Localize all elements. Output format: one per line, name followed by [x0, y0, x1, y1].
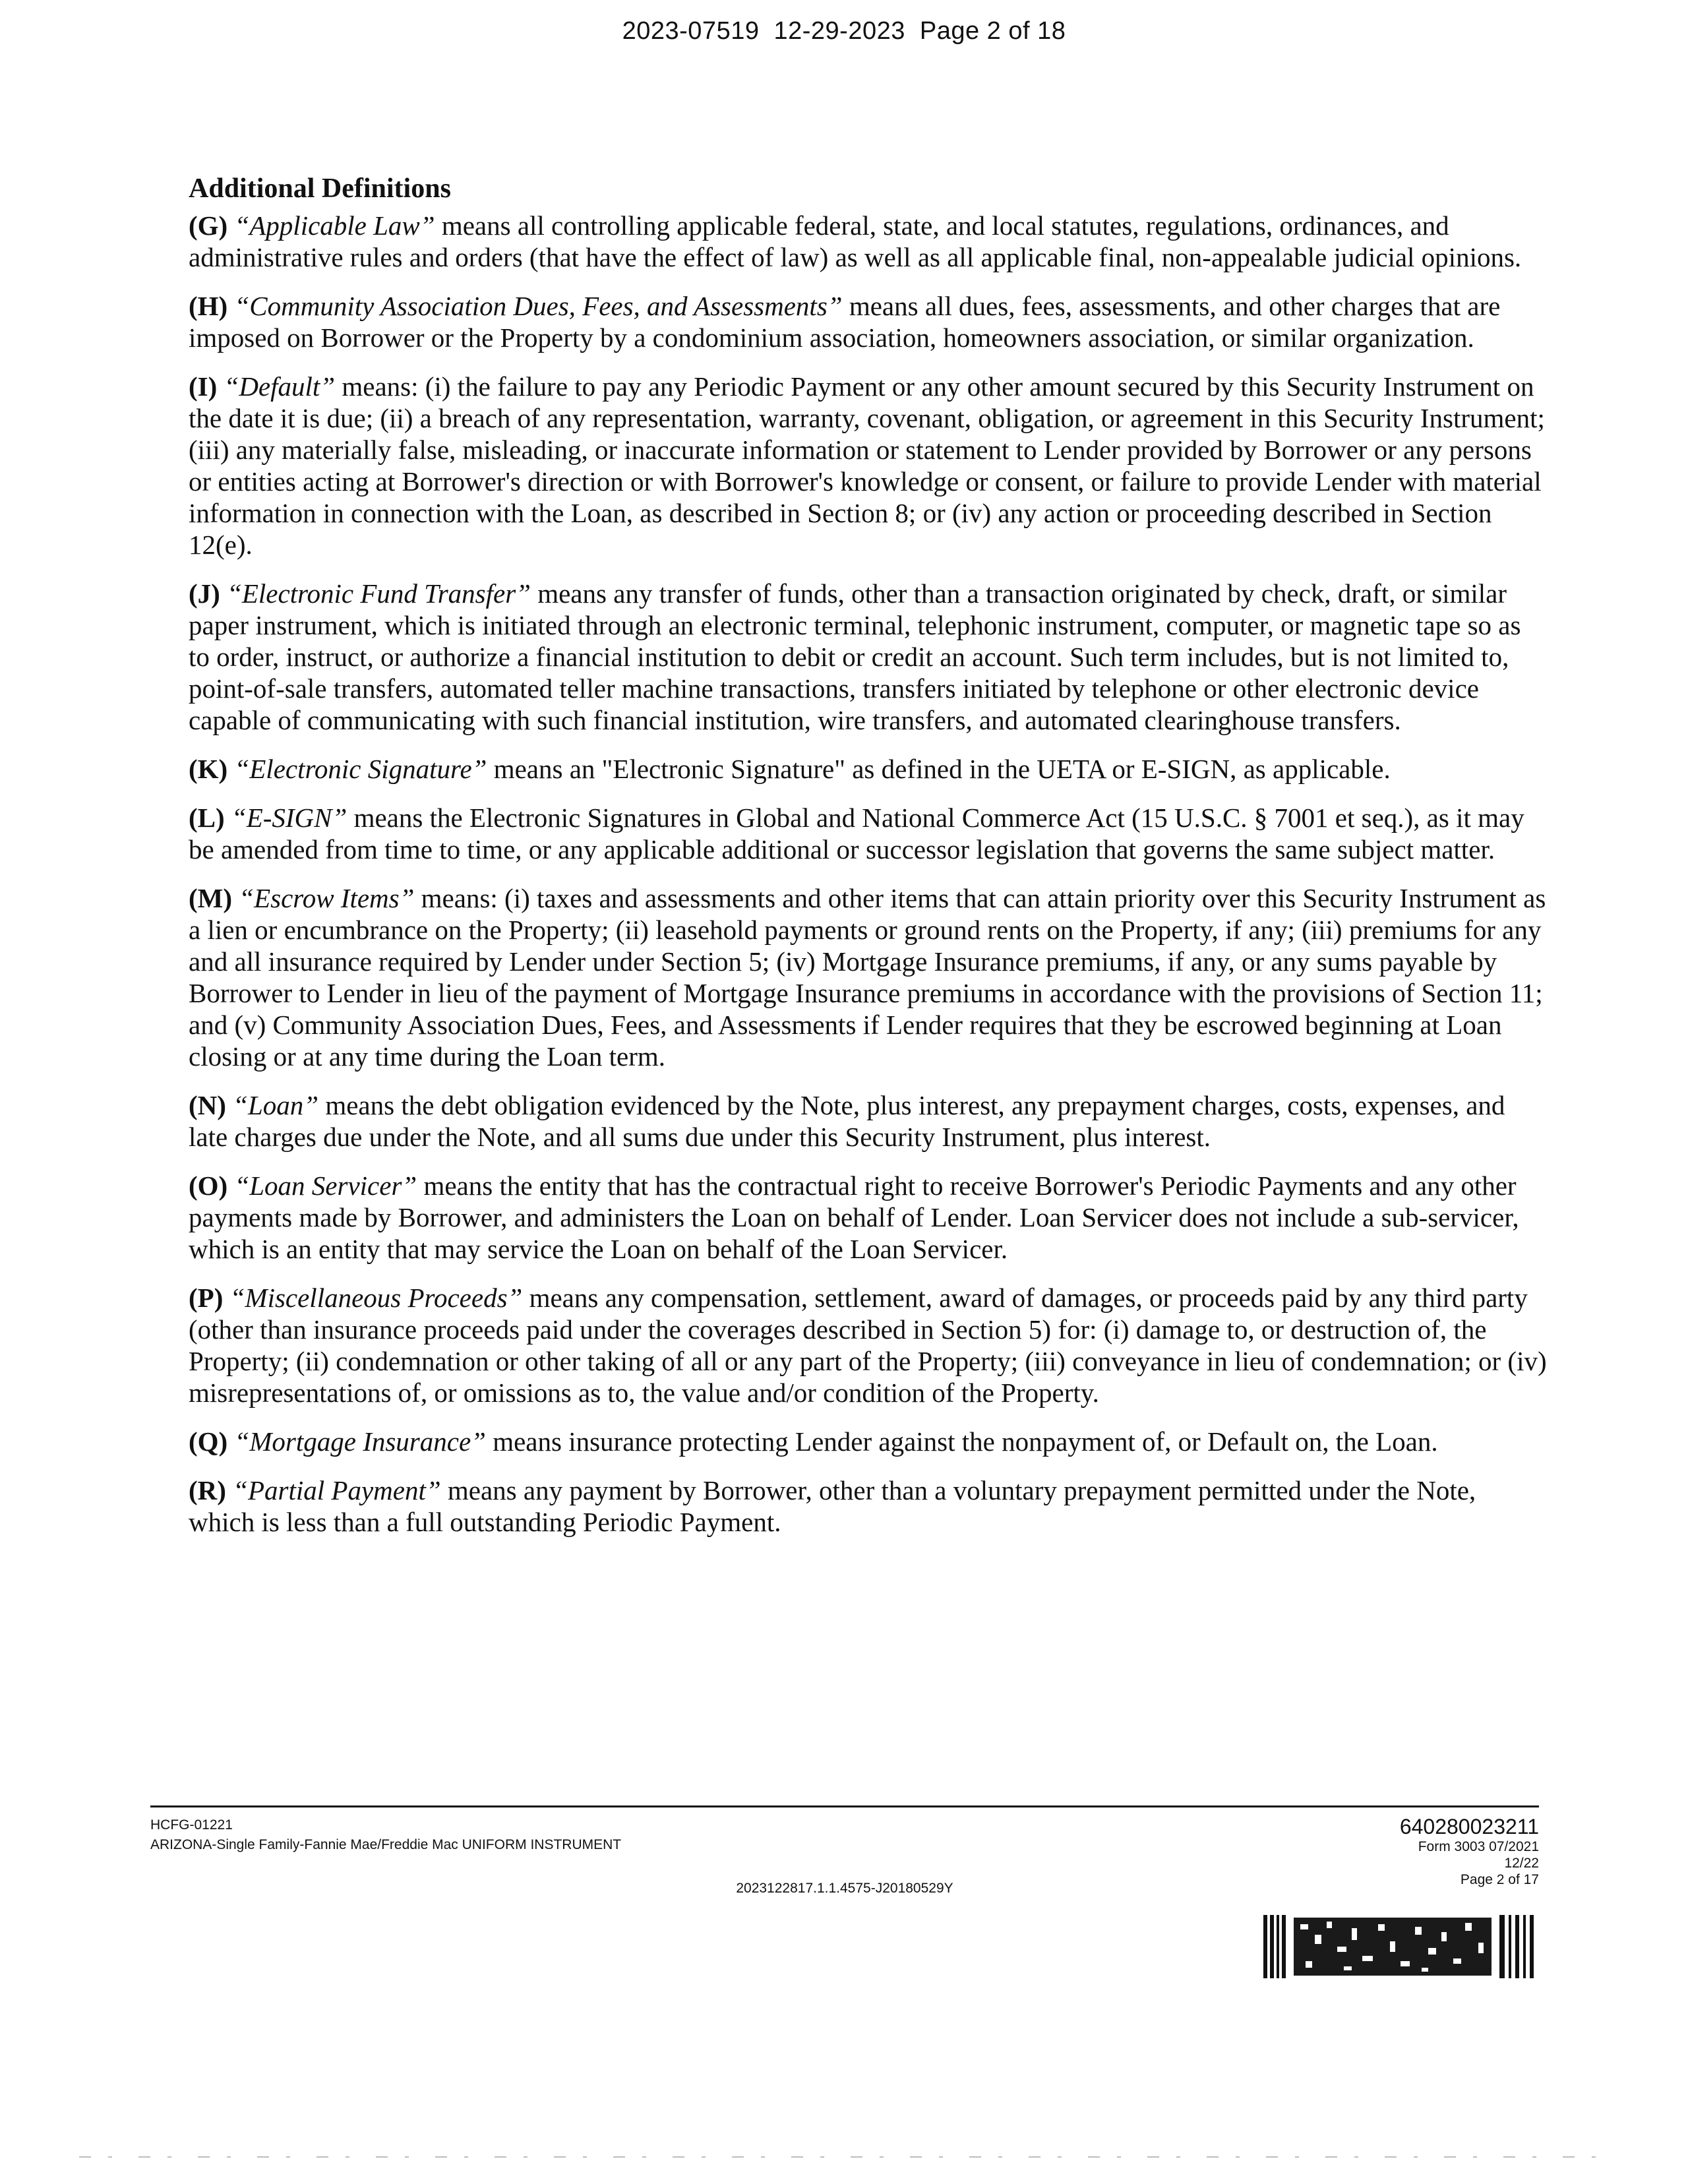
form-revision: 12/22 [1504, 1856, 1539, 1871]
loan-number: 640280023211 [1399, 1815, 1539, 1838]
definition-community-association-dues: (H) “Community Association Dues, Fees, and Assessments” means all dues, fees, assessments, and other charges that are imposed on Borrower or the Property by a condominium association, homeowners association, or similar organization. [189, 291, 1501, 353]
footer-document-id: 2023122817.1.1.4575-J20180529Y [736, 1881, 953, 1896]
definition-applicable-law: (G) “Applicable Law” means all controlling applicable federal, state, and local statutes, regulations, ordinances, and administrative rules and orders (that have the effect of law) as well as all applicable final, non-appealable judicial opinions. [189, 210, 1522, 272]
definition-partial-payment: (R) “Partial Payment” means any payment by Borrower, other than a voluntary prepayment permitted under the Note, which is less than a full outstanding Periodic Payment. [189, 1475, 1476, 1537]
section-title: Additional Definitions [189, 173, 451, 204]
footer-page-number: Page 2 of 17 [1460, 1872, 1539, 1887]
scan-artifact-line [79, 2155, 1609, 2159]
footer-form-id: HCFG-01221 [150, 1817, 233, 1833]
footer-instrument-title: ARIZONA-Single Family-Fannie Mae/Freddie Mac UNIFORM INSTRUMENT [150, 1837, 622, 1852]
definition-mortgage-insurance: (Q) “Mortgage Insurance” means insurance protecting Lender against the nonpayment of, or Default on, the Loan. [189, 1426, 1438, 1457]
form-number: Form 3003 07/2021 [1418, 1839, 1539, 1854]
definition-loan-servicer: (O) “Loan Servicer” means the entity that has the contractual right to receive Borrower's Periodic Payments and any other payments made by Borrower, and administers the Loan on behalf of Lender. Loan Servicer does not include a sub-servicer, which is an entity that may service the Loan on behalf of the Loan Servicer. [189, 1170, 1519, 1264]
recording-header [0, 17, 1688, 46]
definition-e-sign: (L) “E-SIGN” means the Electronic Signatures in Global and National Commerce Act (15 U.S.C. § 7001 et seq.), as it may be amended from time to time, or any applicable additional or successor legislation that governs the same subject matter. [189, 803, 1524, 864]
recording-page: Page 2 of 18 [919, 17, 1066, 45]
definition-electronic-signature: (K) “Electronic Signature” means an "Electronic Signature" as defined in the UETA or E-SIGN, as applicable. [189, 754, 1391, 784]
document-body [189, 173, 1547, 1555]
definition-miscellaneous-proceeds: (P) “Miscellaneous Proceeds” means any compensation, settlement, award of damages, or proceeds paid by any third party (other than insurance proceeds paid under the coverages described in Section 5) for: (i) damage to, or destruction of, the Property; (ii) condemnation or other taking of all or any part of the Property; (iii) conveyance in lieu of condemnation; or (iv) misrepresentations of, or omissions as to, the value and/or condition of the Property. [189, 1283, 1547, 1408]
barcode-image [1263, 1915, 1539, 1978]
definition-default: (I) “Default” means: (i) the failure to pay any Periodic Payment or any other amount secured by this Security Instrument on the date it is due; (ii) a breach of any representation, warranty, covenant, obligation, or agreement in this Security Instrument; (iii) any materially false, misleading, or inaccurate information or statement to Lender provided by Borrower or any persons or entities acting at Borrower's direction or with Borrower's knowledge or consent, or failure to provide Lender with material information in connection with the Loan, as described in Section 8; or (iv) any action or proceeding described in Section 12(e). [189, 371, 1545, 560]
definition-electronic-fund-transfer: (J) “Electronic Fund Transfer” means any transfer of funds, other than a transaction originated by check, draft, or similar paper instrument, which is initiated through an electronic terminal, telephonic instrument, computer, or magnetic tape so as to order, instruct, or authorize a financial institution to debit or credit an account. Such term includes, but is not limited to, point-of-sale transfers, automated teller machine transactions, transfers initiated by telephone or other electronic device capable of communicating with such financial institution, wire transfers, and automated clearinghouse transfers. [189, 578, 1521, 735]
footer-right-block [1400, 1815, 1539, 1888]
recording-number: 2023-07519 [622, 17, 760, 45]
recording-date: 12-29-2023 [773, 17, 905, 45]
definition-loan: (N) “Loan” means the debt obligation evidenced by the Note, plus interest, any prepayment charges, costs, expenses, and late charges due under the Note, and all sums due under this Security Instrument, plus interest. [189, 1090, 1505, 1152]
definition-escrow-items: (M) “Escrow Items” means: (i) taxes and assessments and other items that can attain priority over this Security Instrument as a lien or encumbrance on the Property; (ii) leasehold payments or ground rents on the Property, if any; (iii) premiums for any and all insurance required by Lender under Section 5; (iv) Mortgage Insurance premiums, if any, or any sums payable by Borrower to Lender in lieu of the payment of Mortgage Insurance premiums in accordance with the provisions of Section 11; and (v) Community Association Dues, Fees, and Assessments if Lender requires that they be escrowed beginning at Loan closing or at any time during the Loan term. [189, 883, 1546, 1072]
footer-divider [150, 1805, 1539, 1807]
